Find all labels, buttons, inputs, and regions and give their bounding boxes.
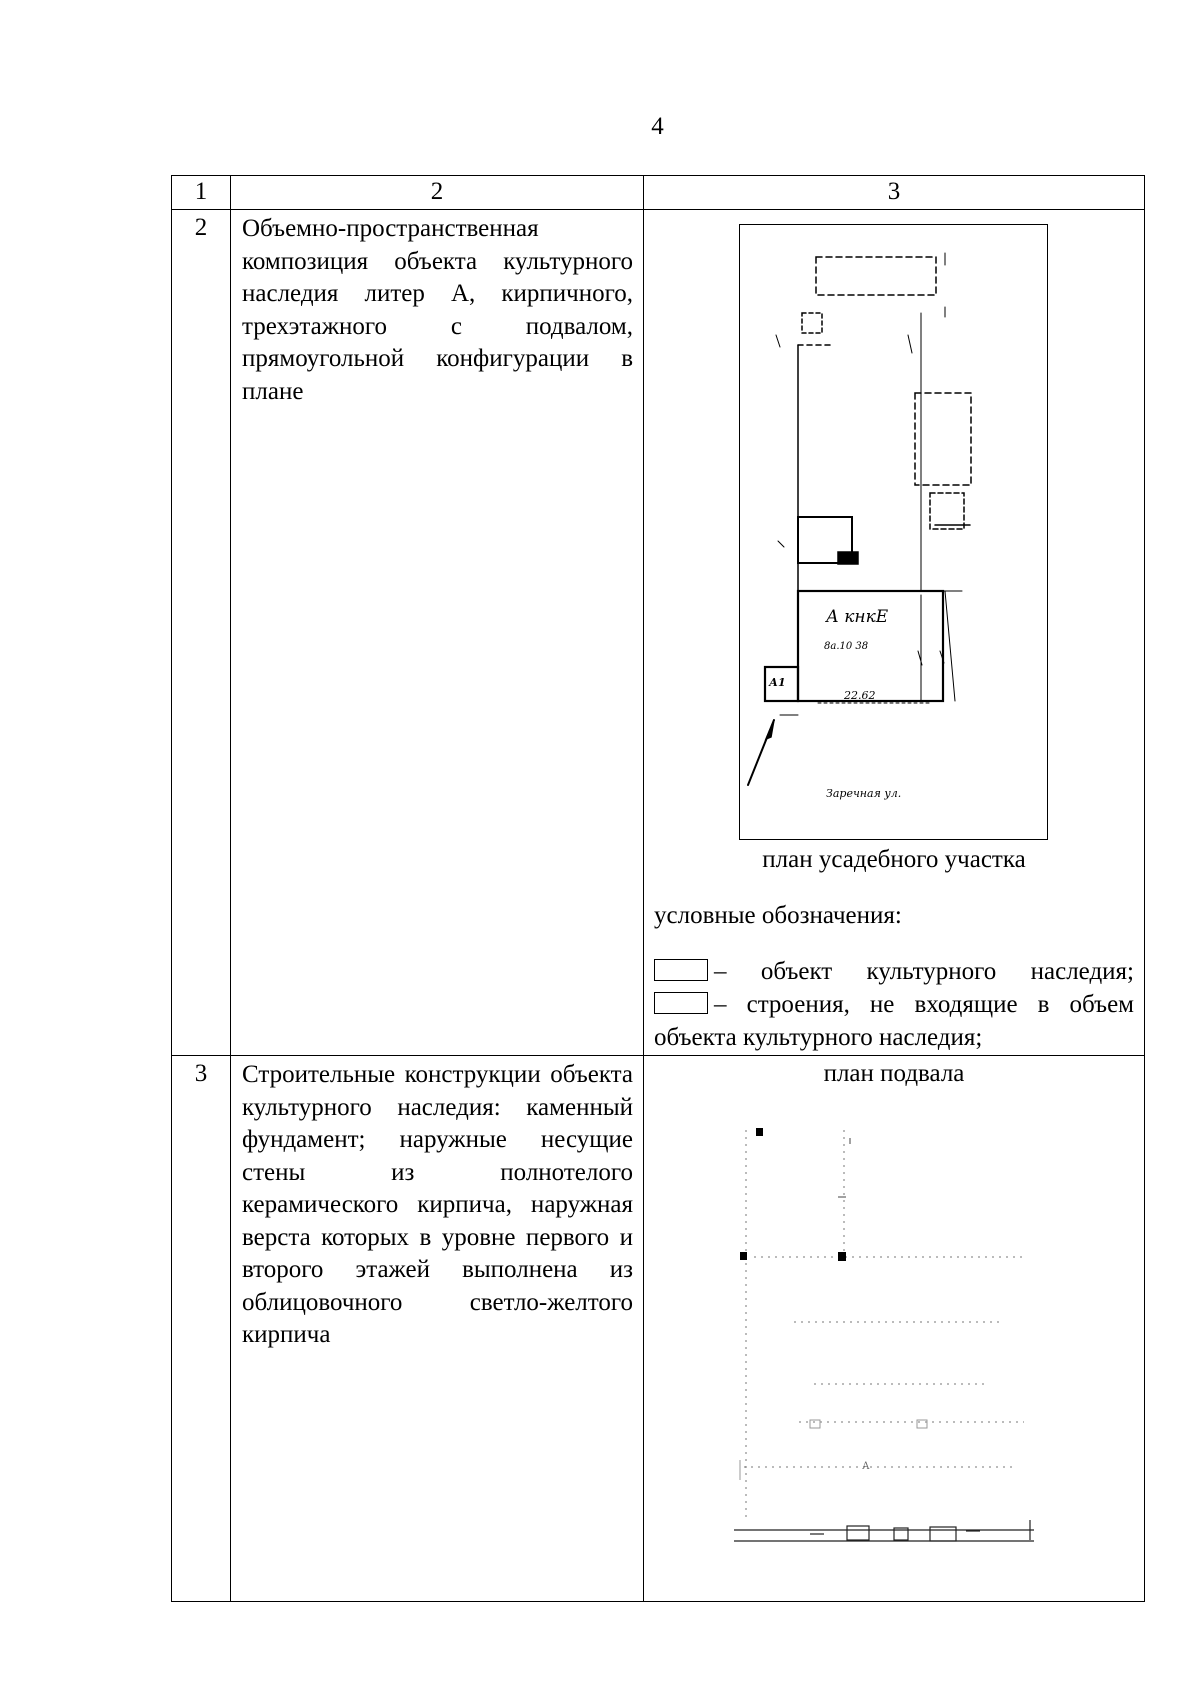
legend-title: условные обозначения: bbox=[654, 902, 902, 929]
street-label: Заречная ул. bbox=[826, 787, 902, 800]
basement-building-label: А bbox=[862, 1461, 870, 1472]
main-building-dimension: 8а.10 38 bbox=[824, 641, 869, 652]
row-number: 2 bbox=[172, 210, 231, 1056]
legend-label: – строения, не входящие в объем bbox=[714, 991, 1134, 1018]
column-number-1: 1 bbox=[172, 176, 231, 210]
basement-plan-image bbox=[734, 1122, 1054, 1592]
site-plan-image bbox=[739, 224, 1048, 840]
row-description: Строительные конструкции объекта культурного наследия: каменный фундамент; наружные несущие стены из полнотелого керамического кирпича, наружная верста которых в уровне первого и второго этажей выполнена из облицовочного светло-желтого кирпича bbox=[231, 1056, 644, 1602]
annex-label: А1 bbox=[769, 676, 786, 689]
legend-thick-outline-icon bbox=[654, 959, 708, 981]
row-description: Объемно-пространственная композиция объекта культурного наследия литер А, кирпичного, трехэтажного с подвалом, прямоугольной конфигурации в плане bbox=[231, 210, 644, 1056]
site-plan-cell bbox=[644, 210, 1145, 1056]
basement-plan-cell bbox=[644, 1056, 1145, 1602]
table-header-row bbox=[172, 176, 1145, 210]
column-number-3: 3 bbox=[644, 176, 1145, 210]
column-number-2: 2 bbox=[231, 176, 644, 210]
site-plan-caption: план усадебного участка bbox=[762, 846, 1026, 873]
legend-label: – объект культурного наследия; bbox=[714, 958, 1134, 985]
legend-thin-outline-icon bbox=[654, 992, 708, 1014]
frontage-dimension: 22.62 bbox=[844, 689, 876, 702]
monument-description-table bbox=[171, 175, 1145, 1602]
basement-plan-caption: план подвала bbox=[823, 1060, 965, 1087]
table-row bbox=[172, 1056, 1145, 1602]
legend-other-buildings bbox=[654, 989, 1134, 1022]
table-row bbox=[172, 210, 1145, 1056]
legend-heritage-object bbox=[654, 956, 1134, 989]
page-number: 4 bbox=[651, 113, 664, 140]
main-building-label: А кнкЕ bbox=[826, 607, 889, 627]
row-number: 3 bbox=[172, 1056, 231, 1602]
legend-continuation: объекта культурного наследия; bbox=[654, 1024, 983, 1051]
